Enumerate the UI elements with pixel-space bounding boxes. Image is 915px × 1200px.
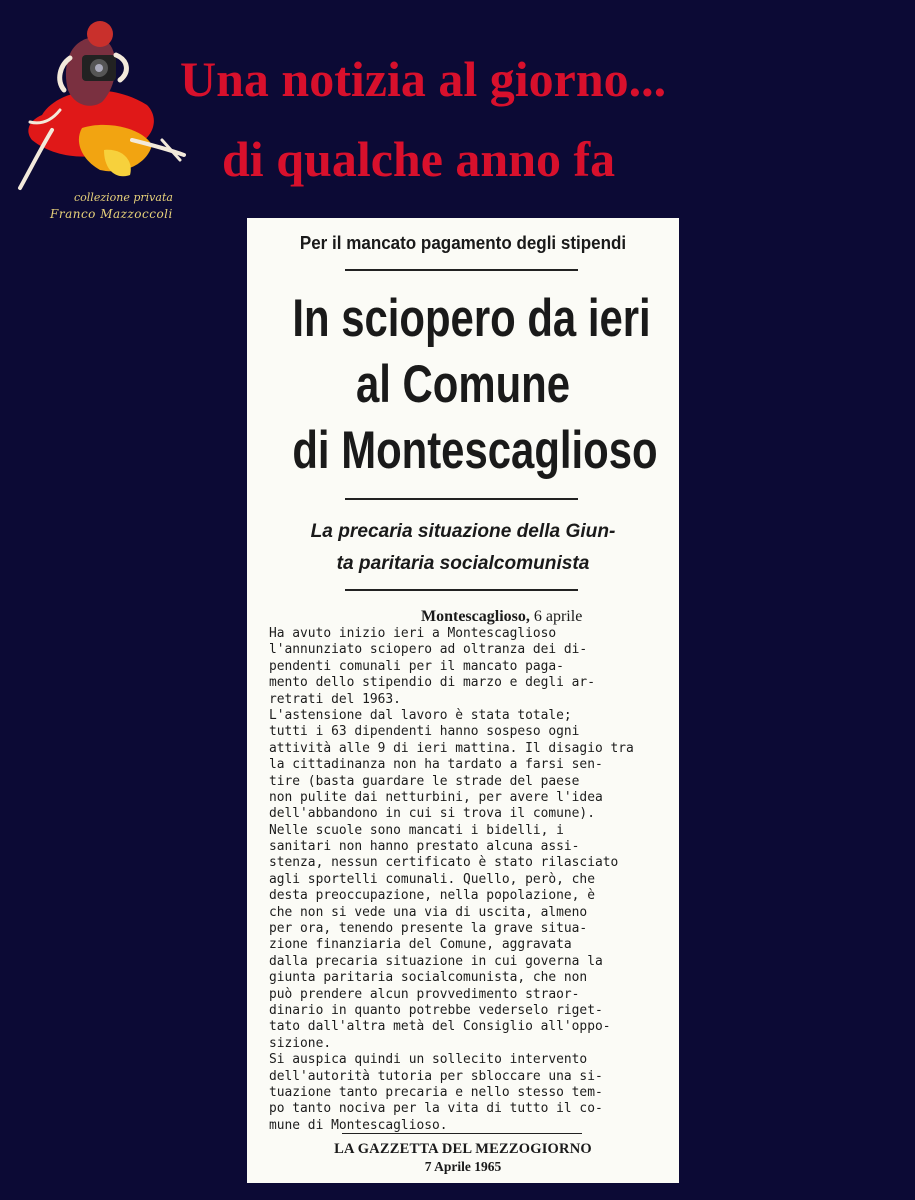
body-line: dell'abbandono in cui si trova il comune). bbox=[269, 806, 595, 822]
body-line: stenza, nessun certificato è stato rilasciato bbox=[269, 855, 619, 871]
body-line: tutti i 63 dipendenti hanno sospeso ogni bbox=[269, 724, 580, 740]
body-line: Nelle scuole sono mancati i bidelli, i bbox=[269, 822, 564, 838]
body-line: pendenti comunali per il mancato paga- bbox=[269, 658, 564, 674]
article-subtitle-line: La precaria situazione della Giun- bbox=[310, 520, 616, 542]
body-line: mento dello stipendio di marzo e degli ar- bbox=[269, 675, 595, 691]
body-line: po tanto nociva per la vita di tutto il co- bbox=[269, 1101, 603, 1117]
body-line: giunta paritaria socialcomunista, che non bbox=[269, 970, 588, 986]
body-line: dalla precaria situazione in cui governa la bbox=[269, 953, 603, 969]
article-title-line: In sciopero da ieri bbox=[292, 289, 651, 348]
newspaper-clipping bbox=[247, 218, 679, 1183]
body-line: attività alle 9 di ieri mattina. Il disagio tra bbox=[269, 740, 634, 756]
body-line: tire (basta guardare le strade del paese bbox=[269, 773, 580, 789]
body-line: tato dall'altra metà del Consiglio all'oppo- bbox=[269, 1019, 611, 1035]
body-line: tuazione tanto precaria e nello stesso tem- bbox=[269, 1084, 603, 1100]
body-line: sizione. bbox=[269, 1035, 332, 1051]
body-line: retrati del 1963. bbox=[269, 691, 401, 707]
body-line: la cittadinanza non ha tardato a farsi sen- bbox=[269, 757, 603, 773]
body-line: dinario in quanto potrebbe vederselo riget- bbox=[269, 1002, 603, 1018]
body-line: mune di Montescaglioso. bbox=[269, 1117, 448, 1133]
article-dateline bbox=[421, 608, 582, 626]
body-line: sanitari non hanno prestato alcuna assi- bbox=[269, 839, 580, 855]
divider bbox=[345, 498, 578, 500]
body-line: dell'autorità tutoria per sbloccare una si- bbox=[269, 1068, 603, 1084]
photographer-illustration-icon bbox=[12, 10, 192, 195]
body-line: che non si vede una via di uscita, almeno bbox=[269, 904, 588, 920]
newspaper-masthead: LA GAZZETTA DEL MEZZOGIORNO bbox=[334, 1141, 592, 1157]
logo-caption-collection: collezione privata bbox=[74, 191, 173, 204]
body-line: Ha avuto inizio ieri a Montescaglioso bbox=[269, 626, 557, 641]
body-line: agli sportelli comunali. Quello, però, che bbox=[269, 871, 595, 887]
dateline-place: Montescaglioso, bbox=[421, 608, 530, 625]
body-line: non pulite dai netturbini, per avere l'idea bbox=[269, 789, 603, 805]
article-kicker: Per il mancato pagamento degli stipendi bbox=[299, 232, 627, 253]
logo-caption-owner: Franco Mazzoccoli bbox=[50, 207, 173, 221]
divider bbox=[345, 589, 578, 591]
divider bbox=[342, 1133, 582, 1134]
body-line: desta preoccupazione, nella popolazione, è bbox=[269, 888, 595, 904]
body-line: l'annunziato sciopero ad oltranza dei di- bbox=[269, 642, 588, 658]
article-subtitle-line: ta paritaria socialcomunista bbox=[336, 552, 590, 574]
dateline-date: 6 aprile bbox=[533, 608, 583, 625]
newspaper-date: 7 Aprile 1965 bbox=[424, 1159, 502, 1174]
body-line: Si auspica quindi un sollecito intervento bbox=[269, 1052, 588, 1068]
divider bbox=[345, 269, 578, 271]
page-headline-line-1: Una notizia al giorno... bbox=[180, 51, 667, 107]
article-title-line: di Montescaglioso bbox=[292, 421, 658, 480]
body-line: per ora, tenendo presente la grave situa- bbox=[269, 921, 588, 937]
body-line: può prendere alcun provvedimento straor- bbox=[269, 986, 580, 1002]
article-title-line: al Comune bbox=[355, 355, 571, 414]
article-body bbox=[269, 626, 649, 1134]
body-line: L'astensione dal lavoro è stata totale; bbox=[269, 707, 572, 723]
collection-logo bbox=[12, 10, 192, 225]
body-line: zione finanziaria del Comune, aggravata bbox=[269, 937, 572, 953]
page-headline-line-2: di qualche anno fa bbox=[222, 131, 616, 187]
